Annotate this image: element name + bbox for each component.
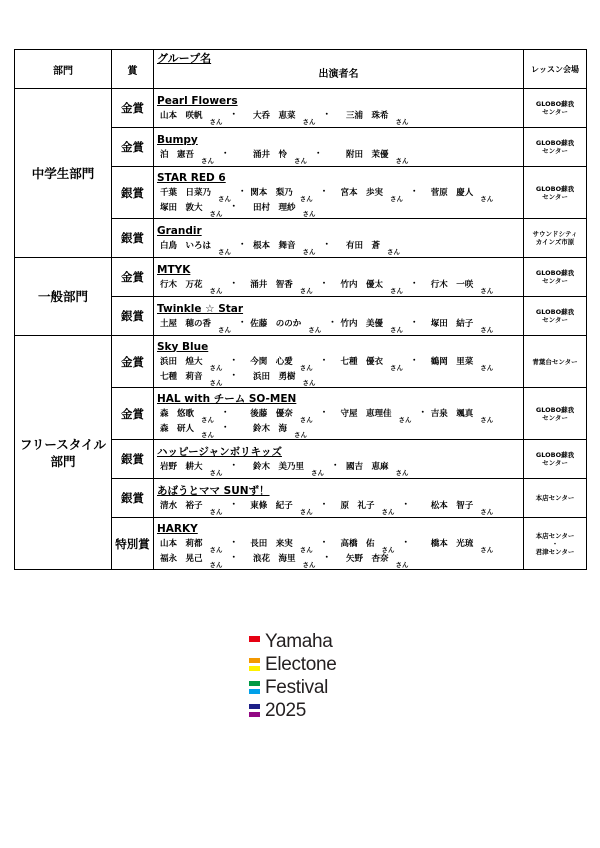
honorific-suffix: さん xyxy=(395,560,409,569)
member-name: 宮本 歩実 xyxy=(340,187,384,198)
group-name: ハッピージャンボリキッズ xyxy=(157,445,282,458)
member-line xyxy=(157,498,521,516)
member-name: 浜田 勇樹 xyxy=(253,371,296,382)
separator: ・ xyxy=(229,201,239,212)
member-name: 塚田 敦大 xyxy=(160,202,203,213)
honorific-suffix: さん xyxy=(299,415,313,424)
member xyxy=(430,536,521,554)
member-name: 大呑 恵菜 xyxy=(253,110,296,121)
member xyxy=(160,459,253,477)
venue-line: GLOBO蘇我 xyxy=(535,139,575,147)
group-name: Sky Blue xyxy=(157,340,209,353)
award-cell: 銀賞 xyxy=(112,297,154,336)
logo-text: 2025 xyxy=(265,700,307,721)
member-line xyxy=(157,108,521,126)
honorific-suffix: さん xyxy=(387,247,401,256)
separator: ・ xyxy=(410,355,419,366)
honorific-suffix: さん xyxy=(302,247,316,256)
logo-color-bar-icon xyxy=(249,681,260,694)
member-name: 関本 梨乃 xyxy=(250,187,293,198)
member-name: 行木 万花 xyxy=(160,279,203,290)
member xyxy=(346,459,439,477)
venue-cell xyxy=(524,388,587,440)
table-row xyxy=(15,89,587,128)
member-name: 福永 晃己 xyxy=(160,553,203,564)
member-name: 守屋 恵理佳 xyxy=(340,408,392,419)
group-name: Grandir xyxy=(157,224,202,237)
separator: ・ xyxy=(322,239,332,250)
honorific-suffix: さん xyxy=(209,117,223,126)
logo-text: Festival xyxy=(265,677,329,698)
member-name: 浜田 煌大 xyxy=(160,356,203,367)
venue-line: GLOBO蘇我 xyxy=(535,269,575,277)
member-name: 土屋 穂の香 xyxy=(160,318,212,329)
member xyxy=(160,421,253,439)
separator: ・ xyxy=(238,186,247,197)
separator: ・ xyxy=(229,355,239,366)
member xyxy=(160,498,250,516)
separator: ・ xyxy=(229,278,239,289)
member xyxy=(250,277,340,295)
group-cell xyxy=(154,167,524,219)
separator: ・ xyxy=(418,407,428,418)
member-line xyxy=(157,316,521,334)
header-group-performers xyxy=(154,50,524,89)
member xyxy=(250,185,340,203)
group-cell xyxy=(154,336,524,388)
honorific-suffix: さん xyxy=(311,468,325,477)
department-label: フリースタイル xyxy=(19,436,107,452)
member-name: 鶴岡 里菜 xyxy=(430,356,474,367)
member xyxy=(430,277,521,295)
member-name: 涌井 怜 xyxy=(253,149,288,160)
separator: ・ xyxy=(238,317,247,328)
member-name: 七種 優衣 xyxy=(340,356,384,367)
yamaha-electone-festival-logo xyxy=(249,630,337,722)
member xyxy=(346,551,439,569)
member xyxy=(340,185,431,203)
logo-color-bar-icon xyxy=(249,658,260,671)
venue-cell xyxy=(524,219,587,258)
venue-cell xyxy=(524,128,587,167)
honorific-suffix: さん xyxy=(218,194,232,203)
header-performers: 出演者名 xyxy=(318,69,359,80)
member xyxy=(160,354,250,372)
honorific-suffix: さん xyxy=(299,545,313,554)
venue-line: センター xyxy=(542,192,568,201)
member-name: 吉泉 颯真 xyxy=(430,408,474,419)
member-name: 竹内 優太 xyxy=(340,279,384,290)
member-name: 森 研人 xyxy=(160,423,195,434)
venue-line: センター xyxy=(542,108,568,116)
honorific-suffix: さん xyxy=(480,194,494,203)
member xyxy=(253,238,346,256)
venue-line: GLOBO蘇我 xyxy=(535,184,575,193)
group-cell xyxy=(154,440,524,479)
honorific-suffix: さん xyxy=(218,247,232,256)
member-name: 三浦 珠希 xyxy=(346,110,389,121)
honorific-suffix: さん xyxy=(480,507,494,516)
header-venue: レッスン会場 xyxy=(524,50,587,89)
award-cell: 金賞 xyxy=(112,258,154,297)
member-name: 鈴木 海 xyxy=(253,423,288,434)
member-name: 行木 一咲 xyxy=(430,279,474,290)
honorific-suffix: さん xyxy=(209,560,223,569)
logo-text: Yamaha xyxy=(265,631,333,652)
member-name: 竹内 美優 xyxy=(340,318,384,329)
honorific-suffix: さん xyxy=(390,325,404,334)
honorific-suffix: さん xyxy=(390,363,404,372)
honorific-suffix: さん xyxy=(398,415,412,424)
honorific-suffix: さん xyxy=(209,468,223,477)
member-name: 白鳥 いろは xyxy=(160,240,212,251)
member-line xyxy=(157,369,521,387)
member-name: 森 悠歌 xyxy=(160,408,195,419)
member-name: 鈴木 美乃里 xyxy=(253,461,305,472)
honorific-suffix: さん xyxy=(381,507,395,516)
award-cell: 銀賞 xyxy=(112,479,154,518)
table-row xyxy=(15,258,587,297)
member-name: 今関 心愛 xyxy=(250,356,293,367)
honorific-suffix: さん xyxy=(294,156,308,165)
member xyxy=(160,185,250,203)
member xyxy=(340,536,431,554)
separator: ・ xyxy=(401,537,411,548)
honorific-suffix: さん xyxy=(395,156,409,165)
separator: ・ xyxy=(328,317,337,328)
honorific-suffix: さん xyxy=(302,117,316,126)
header-department: 部門 xyxy=(15,50,112,89)
honorific-suffix: さん xyxy=(201,415,215,424)
department-cell xyxy=(15,258,112,336)
member xyxy=(340,498,431,516)
member xyxy=(160,147,253,165)
honorific-suffix: さん xyxy=(480,415,494,424)
honorific-suffix: さん xyxy=(302,560,316,569)
member xyxy=(160,369,253,387)
venue-cell xyxy=(524,297,587,336)
member xyxy=(430,354,521,372)
venue-cell xyxy=(524,440,587,479)
group-name: あばうとママ SUNず！ xyxy=(157,484,270,497)
results-table xyxy=(14,49,587,570)
member-name: 原 礼子 xyxy=(340,500,375,511)
department-label: 中学生部門 xyxy=(31,165,95,181)
logo-text: Electone xyxy=(265,654,337,675)
member xyxy=(160,406,250,424)
member xyxy=(250,406,340,424)
group-cell xyxy=(154,518,524,570)
venue-line: センター xyxy=(542,413,568,422)
honorific-suffix: さん xyxy=(395,117,409,126)
honorific-suffix: さん xyxy=(209,363,223,372)
member-name: 矢野 杏奈 xyxy=(346,553,389,564)
separator: ・ xyxy=(229,499,239,510)
separator: ・ xyxy=(221,407,230,418)
member-name: 國吉 恵麻 xyxy=(346,461,389,472)
honorific-suffix: さん xyxy=(302,378,316,387)
member xyxy=(253,369,346,387)
separator: ・ xyxy=(229,109,239,120)
member xyxy=(250,536,340,554)
member xyxy=(160,551,253,569)
venue-line: センター xyxy=(542,316,568,324)
separator: ・ xyxy=(229,552,239,563)
department-cell xyxy=(15,89,112,258)
venue-line: 本店センター xyxy=(535,494,575,502)
venue-line: GLOBO蘇我 xyxy=(535,100,575,108)
member-line xyxy=(157,421,521,439)
group-cell xyxy=(154,297,524,336)
member xyxy=(250,498,340,516)
venue-line: GLOBO蘇我 xyxy=(535,405,575,414)
member xyxy=(430,498,521,516)
separator: ・ xyxy=(229,370,239,381)
member-line xyxy=(157,406,521,424)
separator: ・ xyxy=(229,537,239,548)
separator: ・ xyxy=(410,317,419,328)
honorific-suffix: さん xyxy=(218,325,232,334)
separator: ・ xyxy=(221,148,230,159)
table-row xyxy=(15,336,587,388)
member xyxy=(430,185,521,203)
group-name: Bumpy xyxy=(157,133,198,146)
group-cell xyxy=(154,128,524,167)
member-name: 七種 莉音 xyxy=(160,371,203,382)
honorific-suffix: さん xyxy=(299,194,313,203)
separator: ・ xyxy=(322,109,332,120)
award-cell: 金賞 xyxy=(112,128,154,167)
member xyxy=(160,277,250,295)
group-name: Pearl Flowers xyxy=(157,94,238,107)
department-label: 部門 xyxy=(50,453,76,469)
member-line xyxy=(157,551,521,569)
honorific-suffix: さん xyxy=(209,209,223,218)
member xyxy=(253,108,346,126)
member xyxy=(340,316,431,334)
venue-cell xyxy=(524,518,587,570)
separator: ・ xyxy=(401,499,411,510)
member xyxy=(160,200,253,218)
group-name: HARKY xyxy=(157,522,198,535)
separator: ・ xyxy=(322,552,332,563)
honorific-suffix: さん xyxy=(302,209,316,218)
member xyxy=(346,108,439,126)
department-label: 一般部門 xyxy=(37,289,88,304)
header-group-name: グループ名 xyxy=(157,52,212,65)
venue-line: サウンドシティ xyxy=(532,230,578,238)
member-name: 橋本 光琉 xyxy=(430,538,474,549)
member-name: 塚田 結子 xyxy=(430,318,474,329)
group-cell xyxy=(154,89,524,128)
venue-line: センター xyxy=(542,459,568,467)
award-cell: 銀賞 xyxy=(112,440,154,479)
member xyxy=(253,551,346,569)
member-name: 東條 紀子 xyxy=(250,500,293,511)
venue-line: センター xyxy=(542,147,568,155)
group-name: HAL with チーム SO-MEN xyxy=(157,392,297,405)
separator: ・ xyxy=(238,239,247,250)
member-name: 浪花 海里 xyxy=(253,553,296,564)
award-cell: 金賞 xyxy=(112,336,154,388)
member xyxy=(346,238,439,256)
member-name: 山本 莉都 xyxy=(160,538,203,549)
venue-cell xyxy=(524,336,587,388)
venue-line: 青葉台センター xyxy=(532,357,578,366)
separator: ・ xyxy=(319,355,329,366)
venue-line: 本店センター xyxy=(535,531,575,540)
honorific-suffix: さん xyxy=(390,286,404,295)
venue-cell xyxy=(524,167,587,219)
member-name: 後藤 優奈 xyxy=(250,408,293,419)
venue-cell xyxy=(524,479,587,518)
venue-line: ・ xyxy=(551,539,559,548)
honorific-suffix: さん xyxy=(299,363,313,372)
member xyxy=(430,316,521,334)
honorific-suffix: さん xyxy=(209,378,223,387)
honorific-suffix: さん xyxy=(480,545,494,554)
venue-line: センター xyxy=(542,277,568,285)
honorific-suffix: さん xyxy=(480,363,494,372)
member xyxy=(340,277,431,295)
member xyxy=(160,536,250,554)
member-line xyxy=(157,200,521,218)
member-name: 高橋 佑 xyxy=(340,538,375,549)
award-cell: 銀賞 xyxy=(112,219,154,258)
member xyxy=(340,354,431,372)
logo-line xyxy=(249,630,337,653)
member-name: 佐藤 ののか xyxy=(250,318,302,329)
member xyxy=(253,147,346,165)
header-row xyxy=(15,50,587,89)
member-line xyxy=(157,185,521,203)
award-cell: 銀賞 xyxy=(112,167,154,219)
separator: ・ xyxy=(314,148,323,159)
venue-cell xyxy=(524,89,587,128)
venue-line: GLOBO蘇我 xyxy=(535,451,575,459)
award-cell: 金賞 xyxy=(112,89,154,128)
honorific-suffix: さん xyxy=(209,286,223,295)
venue-line: GLOBO蘇我 xyxy=(535,308,575,316)
group-cell xyxy=(154,258,524,297)
member xyxy=(253,459,346,477)
department-cell xyxy=(15,336,112,570)
honorific-suffix: さん xyxy=(299,286,313,295)
logo-line xyxy=(249,676,337,699)
honorific-suffix: さん xyxy=(201,156,215,165)
award-cell: 金賞 xyxy=(112,388,154,440)
separator: ・ xyxy=(319,186,329,197)
group-name: STAR RED 6 xyxy=(157,171,226,184)
member-name: 長田 来実 xyxy=(250,538,293,549)
header-award: 賞 xyxy=(112,50,154,89)
group-cell xyxy=(154,479,524,518)
member-name: 松本 智子 xyxy=(430,500,474,511)
member-name: 清水 裕子 xyxy=(160,500,203,511)
group-name: MTYK xyxy=(157,263,191,276)
member xyxy=(340,406,431,424)
honorific-suffix: さん xyxy=(381,545,395,554)
honorific-suffix: さん xyxy=(201,430,215,439)
separator: ・ xyxy=(319,537,329,548)
logo-color-bar-icon xyxy=(249,636,260,642)
member xyxy=(253,421,346,439)
honorific-suffix: さん xyxy=(395,468,409,477)
member-name: 附田 茉優 xyxy=(346,149,389,160)
separator: ・ xyxy=(319,407,329,418)
logo-line xyxy=(249,653,337,676)
member xyxy=(253,200,346,218)
separator: ・ xyxy=(410,278,419,289)
venue-line: カインズ市原 xyxy=(535,238,575,246)
member-name: 根本 舞音 xyxy=(253,240,296,251)
logo-color-bar-icon xyxy=(249,704,260,717)
separator: ・ xyxy=(319,278,329,289)
logo-line xyxy=(249,699,337,722)
honorific-suffix: さん xyxy=(480,325,494,334)
member-name: 千葉 日菜乃 xyxy=(160,187,212,198)
honorific-suffix: さん xyxy=(294,430,308,439)
member xyxy=(160,316,250,334)
member xyxy=(160,238,253,256)
member-name: 田村 理紗 xyxy=(253,202,296,213)
separator: ・ xyxy=(221,422,230,433)
honorific-suffix: さん xyxy=(299,507,313,516)
venue-cell xyxy=(524,258,587,297)
separator: ・ xyxy=(229,460,239,471)
member-line xyxy=(157,459,521,477)
group-cell xyxy=(154,388,524,440)
member xyxy=(160,108,253,126)
group-cell xyxy=(154,219,524,258)
separator: ・ xyxy=(319,499,329,510)
honorific-suffix: さん xyxy=(209,507,223,516)
member-name: 有田 蒼 xyxy=(346,240,381,251)
member-line xyxy=(157,354,521,372)
honorific-suffix: さん xyxy=(209,545,223,554)
member-name: 岩野 耕大 xyxy=(160,461,203,472)
separator: ・ xyxy=(331,460,340,471)
member-line xyxy=(157,238,521,256)
member-line xyxy=(157,536,521,554)
member xyxy=(346,147,439,165)
member-name: 泊 憲吾 xyxy=(160,149,195,160)
honorific-suffix: さん xyxy=(390,194,404,203)
member-line xyxy=(157,147,521,165)
member xyxy=(250,354,340,372)
member xyxy=(430,406,521,424)
member-name: 菅原 慶人 xyxy=(430,187,474,198)
member-line xyxy=(157,277,521,295)
award-cell: 特別賞 xyxy=(112,518,154,570)
separator: ・ xyxy=(410,186,419,197)
member-name: 涌井 智香 xyxy=(250,279,293,290)
member xyxy=(250,316,340,334)
venue-line: 君津センター xyxy=(535,547,575,556)
honorific-suffix: さん xyxy=(480,286,494,295)
member-name: 山本 咲帆 xyxy=(160,110,203,121)
honorific-suffix: さん xyxy=(308,325,322,334)
group-name: Twinkle ☆ Star xyxy=(157,302,244,315)
